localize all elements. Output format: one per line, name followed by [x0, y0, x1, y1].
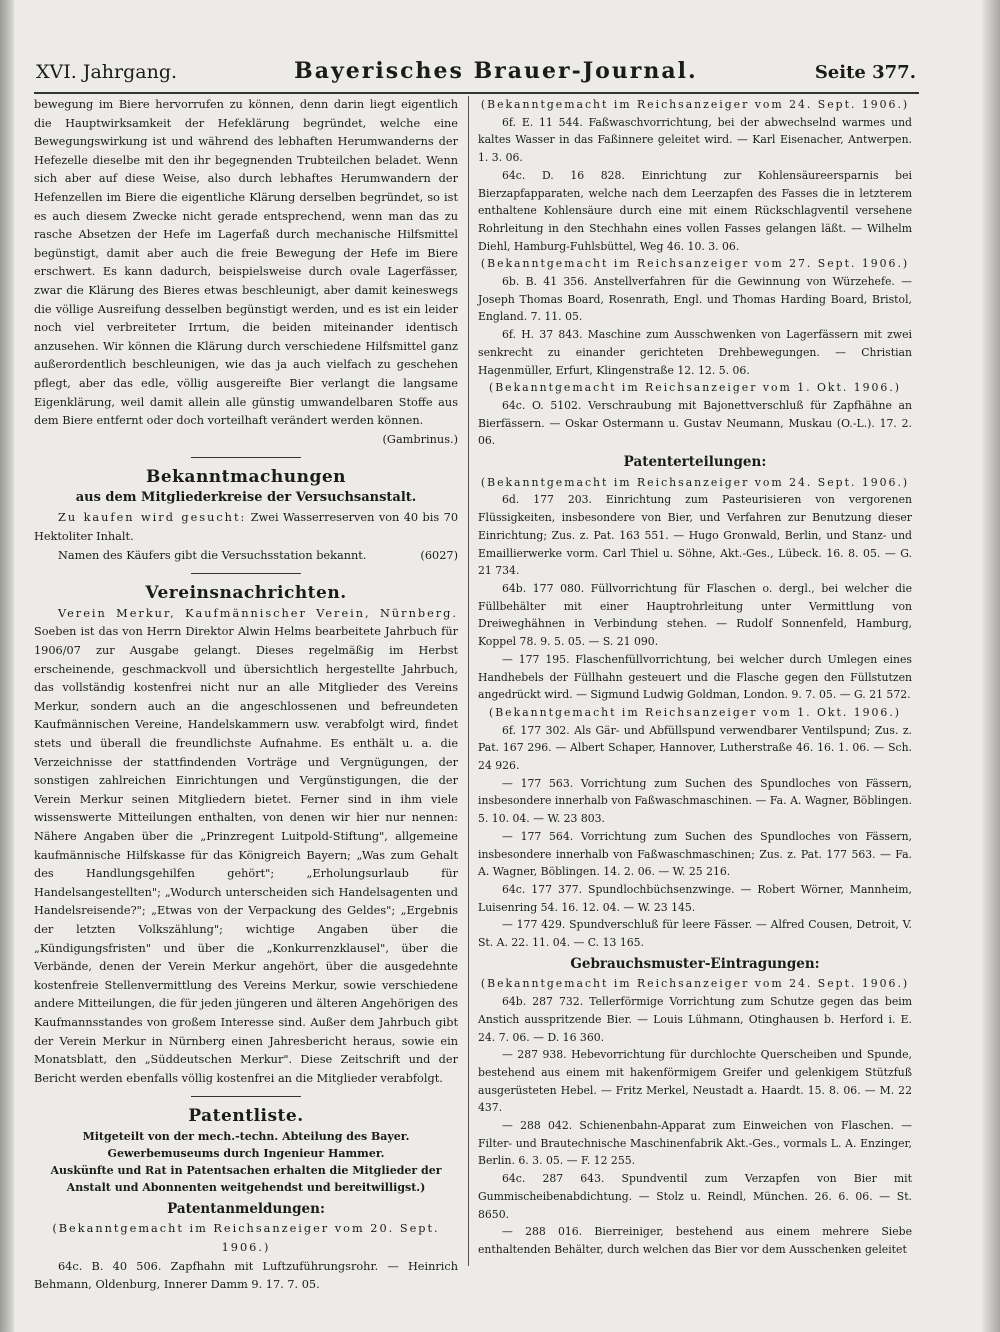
announcements-heading: Bekanntmachungen [145, 467, 347, 488]
page-header [36, 58, 916, 88]
patent-entry: 64c. O. 5102. Verschraubung mit Bajonettverschluß für Zapfhähne an Bierfässern. — Oskar Ostermann u. Gustav Neumann, Muskau (O.-L.). 17. 2. 06. [478, 398, 912, 448]
article-text: bewegung im Biere hervorrufen zu können, denn darin liegt eigentlich die Hauptwirksamkeit der Hefeklärung begründet, welche eine Bewegungswirkung ist und während des lebhaften Herumwanderns der Hefezelle dieselbe mit den ihr begegnenden Trubteilchen beladet. Wenn sich aber auf diese Weise, also durch lebhaftes Herumwandern der Hefenzellen im Biere die eigentliche Klärung derselben begründet, so ist es auch diesem Zwecke nicht gerade entsprechend, wenn man das zu rasche Absetzen der Hefe im Lagerfaß durch mechanische Hilfsmittel begünstigt, damit aber auch die freie Bewegung der Hefe im Biere erschwert. Es kann dadurch, beispielsweise durch ovale Lagerfässer, zwar die Klärung des Bieres etwas beschleunigt, aber damit keineswegs die völlige Ausreifung desselben begünstigt werden, und es ist ein leider noch viel verbreiteter Irrtum, die beiden miteinander identisch anzusehen. Wir können die Klärung durch verschiedene Hilfsmittel ganz außerordentlich beschleunigen, wie das ja auch vielfach zu geschehen pflegt, aber das edle, völlig ausgereifte Bier verlangt die langsame Eigenklärung, weil damit allein alle günstig umwandelbaren Stoffe aus dem Biere entfernt oder doch vorteilhaft verändert werden können. [34, 98, 458, 428]
patent-entry: — 288 016. Bierreiniger, bestehend aus einem mehrere Siebe enthaltenden Behälter, durch welchen das Bier vor dem Ausschenken geleitet [478, 1225, 912, 1256]
publication-note: (Bekanntgemacht im Reichsanzeiger vom 1. Okt. 1906.) [488, 381, 901, 395]
publication-note: (Bekanntgemacht im Reichsanzeiger vom 24. Sept. 1906.) [480, 977, 910, 991]
patent-applications-heading: Patentanmeldungen: [167, 1200, 325, 1217]
patent-entry: 64c. 177 377. Spundlochbüchsenzwinge. — Robert Wörner, Mannheim, Luisenring 54. 16. 12. 04. — W. 23 145. [478, 882, 912, 914]
patent-entry: — 177 563. Vorrichtung zum Suchen des Spundloches von Fässern, insbesondere innerhalb von Faßwaschmaschinen. — Fa. A. Wagner, Böblingen. 5. 10. 04. — W. 23 803. [478, 776, 912, 826]
patent-list-note: Auskünfte und Rat in Patentsachen erhalten die Mitglieder der Anstalt und Abonnenten weitgehendst und bereitwilligst.) [50, 1163, 442, 1194]
header-rule [34, 92, 919, 94]
club-name: Verein Merkur, Kaufmännischer Verein, Nürnberg. [58, 606, 458, 620]
patent-entry: 64b. 287 732. Tellerförmige Vorrichtung zum Schutze gegen das beim Anstich ausspritzende Bier. — Louis Lühmann, Otinghausen b. Herford i. E. 24. 7. 06. — D. 16 360. [478, 995, 912, 1044]
patent-entry: 6f. 177 302. Als Gär- und Abfüllspund verwendbarer Ventilspund; Zus. z. Pat. 167 296. — Albert Schaper, Hannover, Lutherstraße 46. 16. 1. 06. — Sch. 24 926. [478, 723, 912, 773]
publication-note: (Bekanntgemacht im Reichsanzeiger vom 24. Sept. 1906.) [480, 98, 910, 111]
publication-note: (Bekanntgemacht im Reichsanzeiger vom 20. Sept. 1906.) [52, 1222, 440, 1255]
patent-entry: — 177 429. Spundverschluß für leere Fässer. — Alfred Cousen, Detroit, V. St. A. 22. 11. 04. — C. 13 165. [478, 918, 912, 950]
patent-list-heading: Patentliste. [188, 1106, 304, 1127]
patent-entry: 6b. B. 41 356. Anstellverfahren für die Gewinnung von Würzehefe. — Joseph Thomas Board, Rosenrath, Engl. und Thomas Harding Board, Bristol, England. 7. 11. 05. [478, 275, 912, 324]
wanted-text: Zwei Wasserreserven von 40 bis 70 Hektoliter Inhalt. [34, 511, 459, 544]
page-number: Seite 377. [814, 62, 916, 83]
section-divider [191, 573, 301, 574]
buyer-note [34, 547, 458, 566]
patent-entry: 6f. H. 37 843. Maschine zum Ausschwenken von Lagerfässern mit zwei senkrecht zu einander gerichteten Drehbewegungen. — Christian Hagenmüller, Erfurt, Klingenstraße 12. 12. 5. 06. [478, 328, 912, 377]
patent-entry: — 177 564. Vorrichtung zum Suchen des Spundloches von Fässern, insbesondere innerhalb von Faßwaschmaschinen; Zus. z. Pat. 177 563. — Fa. A. Wagner, Böblingen. 14. 2. 06. — W. 25 216. [478, 829, 912, 879]
wanted-notice [34, 509, 458, 546]
patent-entry: 64b. 177 080. Füllvorrichtung für Flaschen o. dergl., bei welcher die Füllbehälter mit einer Hauptrohrleitung unter Vermittlung von Dreiweghähnen in Verbindung stehen. — Rudolf Sonnenfeld, Hamburg, Koppel 78. 9. 5. 05. — S. 21 090. [478, 581, 912, 649]
club-news-body: Soeben ist das von Herrn Direktor Alwin Helms bearbeitete Jahrbuch für 1906/07 zur Ausgabe gelangt. Dieses regelmäßig im Herbst erscheinende, geschmackvoll und übersichtlich hergestellte Jahrbuch, das vollständig kostenfrei nicht nur an alle Mitglieder des Vereins Merkur, sondern auch an die angeschlossenen und befreundeten Kaufmännischen Vereine, Handelskammern usw. verabfolgt wird, findet stets und überall die freundlichste Aufnahme. Es enthält u. a. die Verzeichnisse der stattfindenden Vorträge und Vergnügungen, der sonstigen zahlreichen Einrichtungen und Vergünstigungen, die der Verein Merkur seinen Mitgliedern bietet. Ferner sind in ihm viele wissenswerte Mitteilungen enthalten, von denen wir hier nur nennen: Nähere Angaben über die „Prinzregent Luitpold-Stiftung", allgemeine kaufmännische Hilfskasse für das Königreich Bayern; „Was zum Gehalt des Handlungsgehilfen gehört"; „Erholungsurlaub für Handelsangestellten"; „Wodurch unterscheiden sich Handelsagenten und Handelsreisende?"; „Etwas von der Verpackung des Geldes"; „Ergebnis der letzten Volkszählung"; wichtige Angaben über die „Kündigungsfristen" und über die „Konkurrenzklausel", über die Verbände, denen der Verein Merkur angehört, über die ausgedehnte kostenfreie Stellenvermittlung des Vereins Merkur, sowie verschiedene andere Mitteilungen, die für jeden jüngeren und älteren Angehörigen des Kaufmannsstandes von großem Interesse sind. Außer dem Jahrbuch gibt der Verein Merkur in Nürnberg einen Jahresbericht heraus, sowie ein Monatsblatt, den „Süddeutschen Merkur". Diese Zeitschrift und der Bericht werden ebenfalls völlig kostenfrei an die Mitglieder verabfolgt. [34, 625, 458, 1085]
patent-entry: 64c. D. 16 828. Einrichtung zur Kohlensäureersparnis bei Bierzapfapparaten, welche nach dem Leerzapfen des Fasses die in letzterem enthaltene Kohlensäure durch eine mit einem Rückschlagventil versehene Rohrleitung in den Stechhahn eines vollen Fasses gelangen läßt. — Wilhelm Diehl, Hamburg-Fuhlsbüttel, Weg 46. 10. 3. 06. [478, 168, 912, 253]
patent-entry: 64c. 287 643. Spundventil zum Verzapfen von Bier mit Gummischeibenabdichtung. — Stolz u. Reindl, München. 26. 6. 06. — St. 8650. [478, 1172, 912, 1221]
patent-entry: 6d. 177 203. Einrichtung zum Pasteurisieren von vergorenen Flüssigkeiten, insbesondere von Bier, und Verfahren zur Benutzung dieser Einrichtung; Zus. z. Pat. 163 551. — Hugo Gronwald, Berlin, und Stanz- und Emaillierwerke vorm. Carl Thiel u. Söhne, Akt.-Ges., Lübeck. 16. 8. 05. — G. 21 734. [478, 493, 912, 578]
publication-note: (Bekanntgemacht im Reichsanzeiger vom 24. Sept. 1906.) [480, 475, 910, 489]
patent-entry: 64c. B. 40 506. Zapfhahn mit Luftzuführungsrohr. — Heinrich Behmann, Oldenburg, Innerer Damm 9. 17. 7. 05. [34, 1259, 458, 1292]
article-source: (Gambrinus.) [382, 432, 458, 446]
publication-note: (Bekanntgemacht im Reichsanzeiger vom 1. Okt. 1906.) [488, 705, 901, 719]
patent-entry: — 287 938. Hebevorrichtung für durchlochte Querscheiben und Spunde, bestehend aus einem mit hakenförmigem Greifer und gelenkigem Stützfuß ausgerüsteten Hebel. — Fritz Merkel, Neustadt a. Haardt. 15. 8. 06. — M. 22 437. [478, 1048, 912, 1115]
club-news-heading: Vereinsnachrichten. [145, 583, 347, 604]
patent-grants-heading: Patenterteilungen: [623, 454, 767, 471]
notice-number: (6027) [420, 548, 458, 562]
journal-title: Bayerisches Brauer-Journal. [294, 58, 698, 84]
section-divider [191, 457, 301, 458]
club-news-text [34, 605, 458, 1088]
column-divider [468, 96, 469, 1266]
utility-model-heading: Gebrauchsmuster-Eintragungen: [570, 955, 820, 972]
patent-entry: — 177 195. Flaschenfüllvorrichtung, bei welcher durch Umlegen eines Handhebels der Füllhahn gesteuert und die Flasche gegen den Füllstutzen angedrückt wird. — Sigmund Ludwig Goldman, London. 9. 7. 05. — G. 21 572. [478, 652, 912, 702]
right-column [478, 96, 912, 1259]
patent-list-credit: Mitgeteilt von der mech.-techn. Abteilung des Bayer. Gewerbemuseums durch Ingenieur Hammer. [82, 1129, 410, 1160]
patent-entry: — 288 042. Schienenbahn-Apparat zum Einweichen von Flaschen. — Filter- und Brautechnische Maschinenfabrik Akt.-Ges., vormals L. A. Enzinger, Berlin. 6. 3. 05. — F. 12 255. [478, 1119, 912, 1168]
section-divider [191, 1096, 301, 1097]
wanted-lead: Zu kaufen wird gesucht: [58, 511, 247, 525]
patent-entry: 6f. E. 11 544. Faßwaschvorrichtung, bei der abwechselnd warmes und kaltes Wasser in das Faßinnere geleitet wird. — Karl Eisenacher, Antwerpen. 1. 3. 06. [478, 115, 912, 165]
announcements-subheading: aus dem Mitgliederkreise der Versuchsanstalt. [75, 489, 417, 505]
left-column [34, 96, 458, 1295]
volume-label: XVI. Jahrgang. [36, 61, 178, 83]
buyer-note-text: Namen des Käufers gibt die Versuchsstation bekannt. [58, 548, 367, 562]
publication-note: (Bekanntgemacht im Reichsanzeiger vom 27. Sept. 1906.) [480, 257, 910, 271]
